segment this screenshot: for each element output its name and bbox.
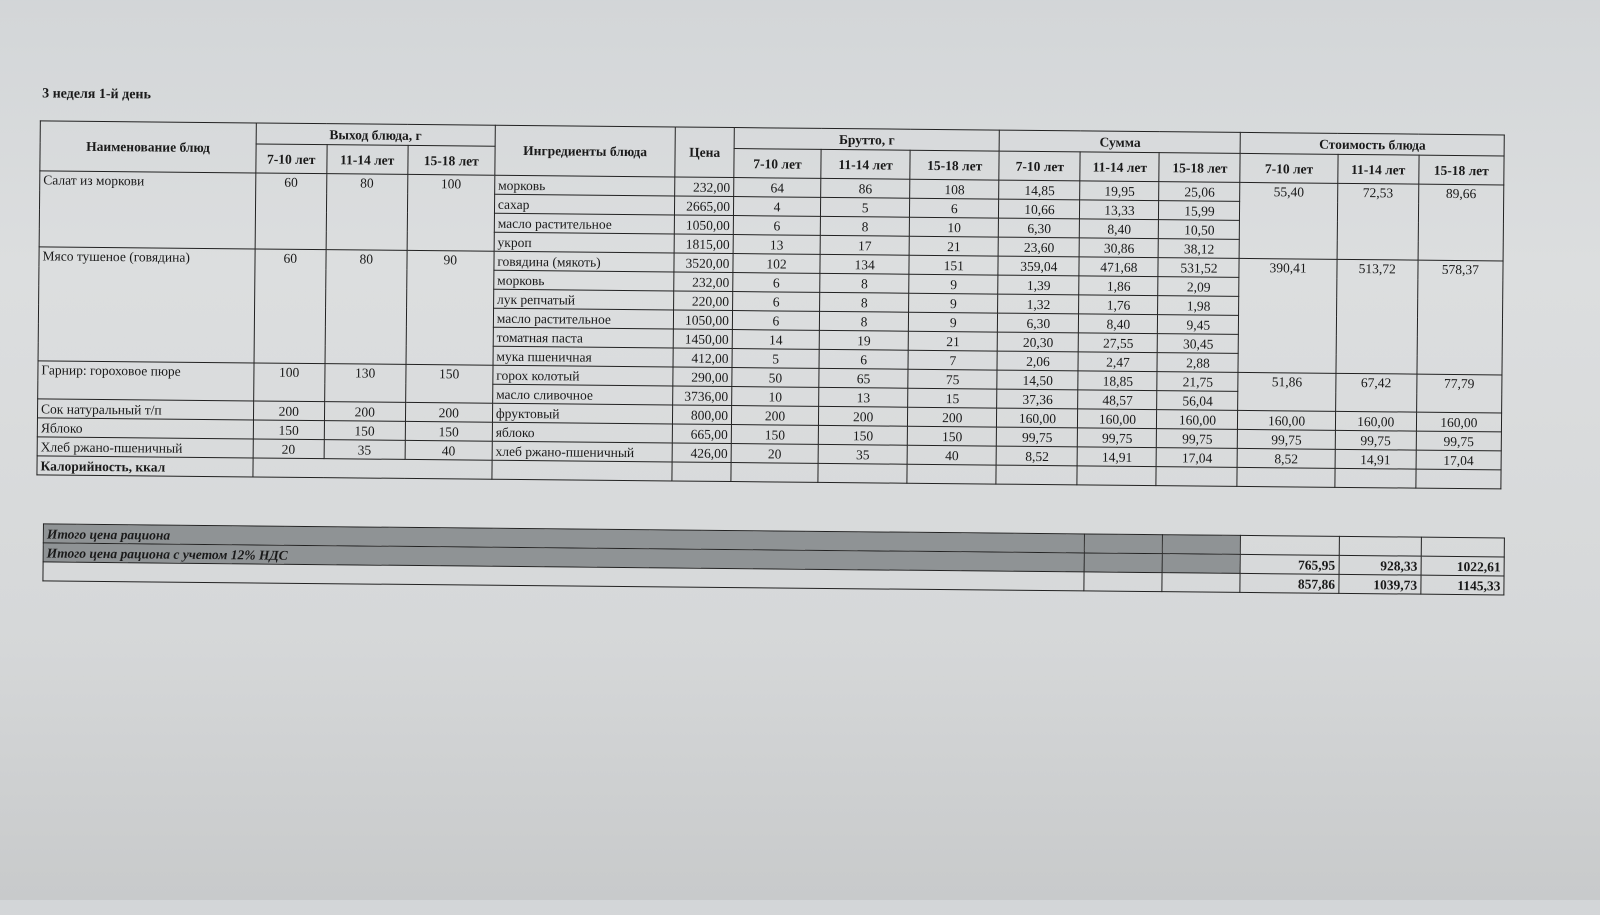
brutto-cell: 8	[820, 216, 909, 236]
output-cell: 150	[324, 421, 405, 441]
sum-cell: 2,47	[1078, 352, 1157, 372]
brutto-cell: 6	[733, 273, 820, 293]
header-age: 7-10 лет	[256, 144, 327, 174]
sum-cell: 160,00	[997, 408, 1078, 428]
brutto-cell: 9	[909, 312, 998, 332]
summary-table	[42, 523, 1504, 595]
sum-cell: 27,55	[1079, 333, 1158, 353]
ingredient-name: масло сливочное	[493, 384, 674, 405]
ingredient-name: масло растительное	[494, 213, 675, 234]
total-label: Итого цена рациона	[43, 524, 1084, 553]
sum-cell: 2,88	[1157, 353, 1238, 373]
header-price: Цена	[675, 127, 734, 178]
price-cell: 412,00	[673, 348, 732, 368]
ingredient-name: фруктовый	[492, 403, 673, 424]
brutto-cell: 5	[732, 349, 819, 369]
empty-cell	[1156, 467, 1237, 487]
cost-cell: 14,91	[1335, 449, 1416, 469]
vat-value: 857,86	[1240, 573, 1339, 593]
brutto-cell: 21	[908, 331, 997, 351]
brutto-cell: 65	[819, 368, 908, 388]
sum-cell: 10,50	[1159, 220, 1240, 240]
total-value: 765,95	[1240, 554, 1339, 574]
sum-cell: 99,75	[997, 427, 1078, 447]
dish-name: Мясо тушеное (говядина)	[38, 247, 255, 363]
ingredient-name: томатная паста	[493, 327, 674, 348]
price-cell: 232,00	[674, 272, 733, 292]
vat-label: Итого цена рациона с учетом 12% НДС	[43, 543, 1084, 572]
empty-cell	[1237, 467, 1334, 487]
sum-cell: 8,40	[1080, 219, 1159, 239]
cost-cell: 99,75	[1238, 429, 1335, 449]
sum-cell: 99,75	[1078, 428, 1157, 448]
header-ingredients: Ингредиенты блюда	[495, 125, 676, 177]
price-cell: 426,00	[672, 443, 731, 463]
vat-value: 1039,73	[1338, 574, 1420, 594]
total-value	[1339, 536, 1421, 556]
total-value	[1421, 537, 1504, 557]
sum-cell: 160,00	[1078, 409, 1157, 429]
menu-table	[36, 120, 1504, 489]
cost-cell: 390,41	[1238, 258, 1336, 373]
ingredient-name: морковь	[494, 270, 675, 291]
empty-cell	[1162, 554, 1240, 574]
brutto-cell: 6	[819, 349, 908, 369]
brutto-cell: 13	[733, 235, 820, 255]
brutto-cell: 10	[909, 217, 998, 237]
header-age: 11-14 лет	[1080, 152, 1159, 182]
empty-cell	[1162, 573, 1240, 593]
output-cell: 80	[326, 174, 408, 251]
empty-cell	[818, 463, 907, 483]
brutto-cell: 7	[908, 350, 997, 370]
brutto-cell: 64	[734, 178, 821, 198]
sum-cell: 8,40	[1079, 314, 1158, 334]
sum-cell: 1,98	[1158, 296, 1239, 316]
brutto-cell: 86	[821, 178, 910, 198]
sum-cell: 471,68	[1079, 257, 1158, 277]
output-cell: 200	[405, 402, 492, 422]
sum-cell: 13,33	[1080, 200, 1159, 220]
sum-cell: 531,52	[1158, 258, 1239, 278]
ingredient-name: морковь	[495, 175, 676, 196]
sum-cell: 38,12	[1159, 239, 1240, 259]
brutto-cell: 6	[910, 198, 999, 218]
header-brutto: Брутто, г	[734, 128, 1000, 152]
brutto-cell: 21	[909, 236, 998, 256]
sum-cell: 359,04	[998, 256, 1079, 276]
price-cell: 290,00	[673, 367, 732, 387]
ingredient-name: масло растительное	[493, 308, 674, 329]
total-value	[1240, 535, 1339, 555]
brutto-cell: 6	[733, 292, 820, 312]
cost-cell: 160,00	[1238, 410, 1335, 430]
sum-cell: 21,75	[1157, 372, 1238, 392]
sum-cell: 6,30	[999, 218, 1080, 238]
output-cell: 35	[324, 440, 405, 460]
vat-value: 1145,33	[1421, 575, 1504, 595]
sum-cell: 25,06	[1159, 182, 1240, 202]
header-sum: Сумма	[999, 130, 1240, 153]
dish-name: Хлеб ржано-пшеничный	[37, 437, 253, 458]
brutto-cell: 200	[731, 406, 818, 426]
header-age: 7-10 лет	[1240, 153, 1338, 183]
sum-cell: 1,86	[1079, 276, 1158, 296]
brutto-cell: 20	[731, 444, 818, 464]
price-cell: 220,00	[674, 291, 733, 311]
sum-cell: 14,91	[1077, 447, 1156, 467]
page-title: 3 неделя 1-й день	[42, 86, 151, 103]
output-cell: 150	[253, 420, 324, 440]
output-cell: 130	[324, 364, 405, 403]
cost-cell: 8,52	[1238, 448, 1335, 468]
cost-cell: 77,79	[1416, 374, 1502, 413]
empty-cell	[1335, 468, 1416, 488]
cost-cell: 72,53	[1337, 183, 1419, 260]
ingredient-name: сахар	[494, 194, 675, 215]
brutto-cell: 15	[908, 388, 997, 408]
total-value: 1022,61	[1421, 556, 1504, 576]
brutto-cell: 9	[909, 293, 998, 313]
cost-cell: 89,66	[1418, 184, 1504, 261]
ingredient-name: мука пшеничная	[493, 346, 674, 367]
ingredient-name: хлеб ржано-пшеничный	[492, 441, 673, 462]
sum-cell: 17,04	[1157, 448, 1238, 468]
brutto-cell: 8	[820, 292, 909, 312]
header-age: 11-14 лет	[821, 149, 910, 179]
output-cell: 200	[253, 401, 324, 421]
price-cell: 1050,00	[674, 310, 733, 330]
header-age: 11-14 лет	[327, 145, 408, 175]
brutto-cell: 5	[821, 197, 910, 217]
sum-cell: 48,57	[1078, 390, 1157, 410]
cost-cell: 99,75	[1335, 430, 1416, 450]
brutto-cell: 108	[910, 179, 999, 199]
sum-cell: 8,52	[996, 446, 1077, 466]
sum-cell: 2,06	[997, 351, 1078, 371]
price-cell: 1050,00	[674, 215, 733, 235]
sum-cell: 56,04	[1157, 391, 1238, 411]
calories-label: Калорийность, ккал	[37, 456, 253, 477]
brutto-cell: 50	[732, 368, 819, 388]
sum-cell: 6,30	[998, 313, 1079, 333]
brutto-cell: 17	[820, 235, 909, 255]
sum-cell: 14,50	[997, 370, 1078, 390]
brutto-cell: 14	[732, 330, 819, 350]
sum-cell: 18,85	[1078, 371, 1157, 391]
sum-cell: 1,39	[998, 275, 1079, 295]
empty-cell	[492, 460, 673, 481]
brutto-cell: 102	[733, 254, 820, 274]
cost-cell: 51,86	[1238, 372, 1336, 411]
brutto-cell: 40	[907, 445, 996, 465]
output-cell: 60	[255, 173, 327, 250]
header-cost: Стоимость блюда	[1241, 132, 1505, 156]
ingredient-name: укроп	[494, 232, 675, 253]
brutto-cell: 8	[819, 311, 908, 331]
header-age: 7-10 лет	[999, 151, 1080, 181]
empty-cell	[1084, 572, 1162, 592]
empty-cell	[1084, 553, 1162, 573]
sum-cell: 14,85	[999, 180, 1080, 200]
empty-cell	[1084, 534, 1162, 554]
brutto-cell: 200	[819, 406, 908, 426]
cost-cell: 160,00	[1335, 411, 1416, 431]
brutto-cell: 4	[733, 197, 820, 217]
empty-cell	[907, 464, 996, 484]
sum-cell: 23,60	[998, 237, 1079, 257]
total-value: 928,33	[1339, 555, 1421, 575]
cost-cell: 513,72	[1336, 259, 1418, 374]
dish-name: Сок натуральный т/п	[37, 399, 253, 420]
empty-cell	[253, 458, 492, 479]
brutto-cell: 19	[819, 330, 908, 350]
header-age: 15-18 лет	[408, 145, 495, 175]
sum-cell: 1,32	[998, 294, 1079, 314]
sum-cell: 19,95	[1080, 181, 1159, 201]
sum-cell: 1,76	[1079, 295, 1158, 315]
ingredient-name: лук репчатый	[493, 289, 674, 310]
cost-cell: 99,75	[1416, 431, 1501, 451]
price-cell: 800,00	[673, 405, 732, 425]
cost-cell: 578,37	[1417, 260, 1503, 375]
header-output: Выход блюда, г	[256, 123, 495, 146]
output-cell: 200	[324, 402, 405, 422]
brutto-cell: 134	[820, 254, 909, 274]
output-cell: 80	[325, 250, 407, 365]
price-cell: 232,00	[675, 177, 734, 197]
brutto-cell: 10	[732, 387, 819, 407]
price-cell: 3736,00	[673, 386, 732, 406]
header-age: 11-14 лет	[1338, 154, 1419, 184]
cost-cell: 160,00	[1416, 412, 1501, 432]
ingredient-name: говядина (мякоть)	[494, 251, 675, 272]
header-age: 15-18 лет	[910, 150, 999, 180]
header-age: 15-18 лет	[1159, 153, 1240, 183]
dish-name: Гарнир: гороховое пюре	[38, 361, 254, 401]
sum-cell: 37,36	[997, 389, 1078, 409]
brutto-cell: 13	[819, 387, 908, 407]
empty-cell	[1416, 469, 1501, 489]
brutto-cell: 35	[818, 444, 907, 464]
cost-cell: 17,04	[1416, 450, 1501, 470]
ingredient-name: горох колотый	[493, 365, 674, 386]
sum-cell: 160,00	[1157, 410, 1238, 430]
output-cell: 100	[407, 174, 495, 251]
brutto-cell: 6	[733, 216, 820, 236]
sum-cell: 2,09	[1158, 277, 1239, 297]
empty-cell	[672, 462, 731, 482]
sum-cell: 30,86	[1080, 238, 1159, 258]
cost-cell: 55,40	[1240, 182, 1338, 259]
output-cell: 60	[254, 249, 326, 364]
empty-cell	[996, 465, 1077, 485]
brutto-cell: 8	[820, 273, 909, 293]
dish-name: Яблоко	[37, 418, 253, 439]
sum-cell: 99,75	[1157, 429, 1238, 449]
brutto-cell: 200	[908, 407, 997, 427]
empty-cell	[731, 463, 818, 483]
sum-cell: 9,45	[1158, 315, 1239, 335]
output-cell: 100	[253, 363, 324, 402]
output-cell: 40	[405, 440, 492, 460]
output-cell: 150	[405, 421, 492, 441]
header-age: 7-10 лет	[734, 149, 821, 179]
ingredient-name: яблоко	[492, 422, 673, 443]
output-cell: 90	[406, 250, 494, 365]
output-cell: 150	[405, 364, 493, 403]
price-cell: 665,00	[672, 424, 731, 444]
brutto-cell: 6	[732, 311, 819, 331]
empty-cell	[1077, 466, 1156, 486]
sum-cell: 30,45	[1158, 334, 1239, 354]
header-dish: Наименование блюд	[40, 121, 256, 173]
sum-cell: 15,99	[1159, 201, 1240, 221]
empty-cell	[1162, 535, 1240, 555]
price-cell: 2665,00	[675, 196, 734, 216]
brutto-cell: 150	[818, 425, 907, 445]
brutto-cell: 75	[908, 369, 997, 389]
cost-cell: 67,42	[1335, 373, 1416, 412]
price-cell: 1450,00	[673, 329, 732, 349]
output-cell: 20	[253, 439, 324, 459]
price-cell: 1815,00	[674, 234, 733, 254]
sum-cell: 10,66	[999, 199, 1080, 219]
brutto-cell: 150	[907, 426, 996, 446]
sum-cell: 20,30	[998, 332, 1079, 352]
dish-name: Салат из моркови	[39, 171, 256, 249]
brutto-cell: 9	[909, 274, 998, 294]
price-cell: 3520,00	[674, 253, 733, 273]
brutto-cell: 151	[909, 255, 998, 275]
brutto-cell: 150	[731, 425, 818, 445]
header-age: 15-18 лет	[1419, 155, 1504, 185]
